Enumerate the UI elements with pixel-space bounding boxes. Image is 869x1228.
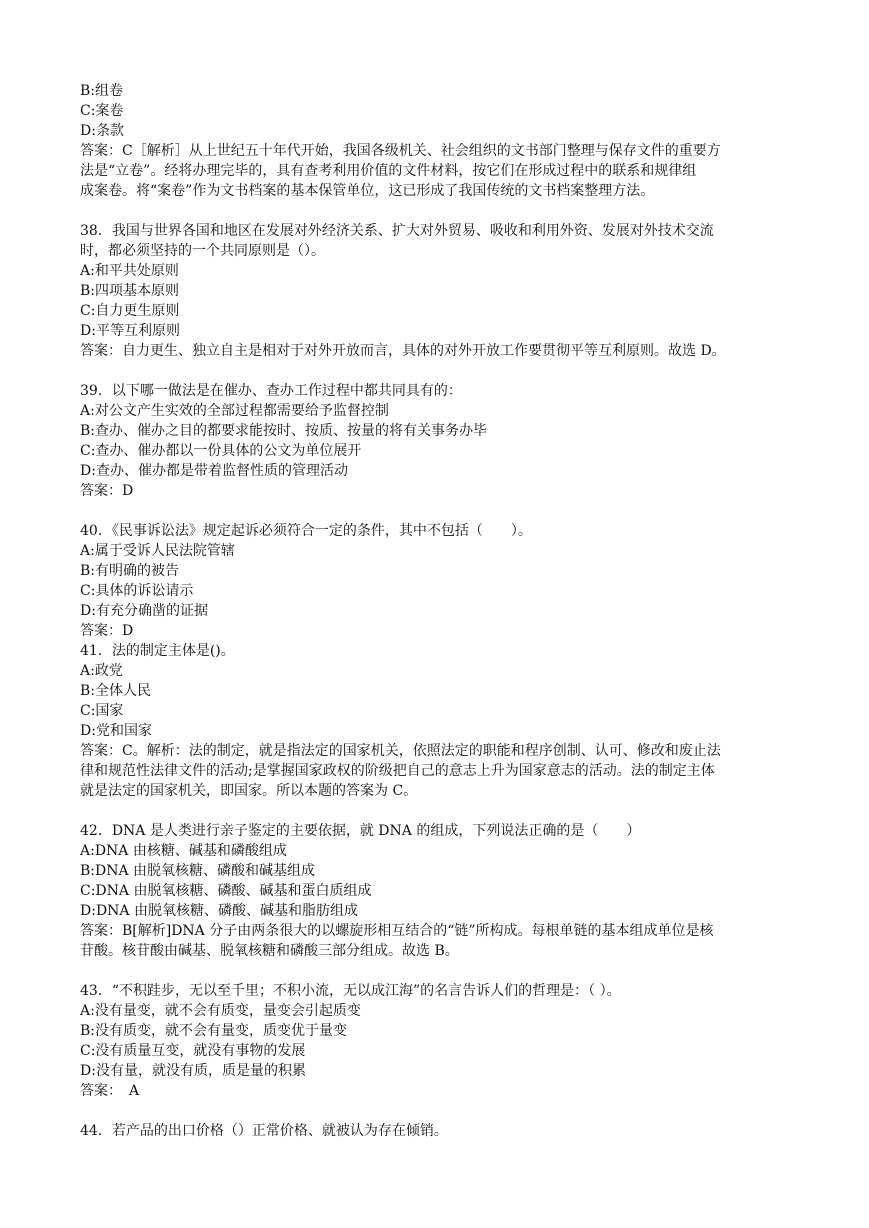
question-stem: 41．法的制定主体是()。	[80, 643, 235, 659]
option-a: A:属于受诉人民法院管辖	[80, 543, 235, 559]
option-c: C:国家	[80, 703, 124, 719]
option-b: B:组卷	[80, 83, 124, 99]
option-b: B:DNA 由脱氧核糖、磷酸和碱基组成	[80, 863, 316, 879]
option-a: A:DNA 由核糖、碱基和磷酸组成	[80, 843, 287, 859]
question-stem: 40．《民事诉讼法》规定起诉必须符合一定的条件，其中不包括（ ）。	[80, 523, 532, 539]
question-stem: 44．若产品的出口价格（）正常价格、就被认为存在倾销。	[80, 1123, 448, 1139]
answer-line: 答案：C。解析：法的制定，就是指法定的国家机关，依照法定的职能和程序创制、认可、修改和废止法	[80, 743, 721, 759]
option-b: B:有明确的被告	[80, 563, 180, 579]
question-37-tail	[80, 81, 792, 201]
option-b: B:查办、催办之目的都要求能按时、按质、按量的将有关事务办毕	[80, 423, 488, 439]
answer-line: 就是法定的国家机关，即国家。所以本题的答案为 C。	[80, 783, 418, 799]
answer-line: 律和规范性法律文件的活动;是掌握国家政权的阶级把自己的意志上升为国家意志的活动。法的制定主体	[80, 763, 715, 779]
document-page	[80, 81, 792, 1141]
option-c: C:没有质量互变，就没有事物的发展	[80, 1043, 306, 1059]
question-38	[80, 221, 792, 361]
question-41	[80, 641, 792, 801]
option-d: D:有充分确凿的证据	[80, 603, 208, 619]
question-42	[80, 821, 792, 961]
option-a: A:对公文产生实效的全部过程都需要给予监督控制	[80, 403, 389, 419]
answer-line: 答案：C［解析］从上世纪五十年代开始，我国各级机关、社会组织的文书部门整理与保存文件的重要方	[80, 143, 721, 159]
option-b: B:四项基本原则	[80, 283, 180, 299]
question-44	[80, 1121, 792, 1141]
option-a: A:和平共处原则	[80, 263, 179, 279]
answer-line: 答案：D	[80, 623, 134, 639]
answer-line: 答案：D	[80, 483, 134, 499]
option-b: B:没有质变，就不会有量变，质变优于量变	[80, 1023, 348, 1039]
option-a: A:没有量变，就不会有质变，量变会引起质变	[80, 1003, 361, 1019]
question-43	[80, 981, 792, 1101]
option-c: C:查办、催办都以一份具体的公文为单位展开	[80, 443, 362, 459]
option-d: D:DNA 由脱氧核糖、磷酸、碱基和脂肪组成	[80, 903, 358, 919]
option-c: C:DNA 由脱氧核糖、磷酸、碱基和蛋白质组成	[80, 883, 372, 899]
answer-line: 成案卷。将“案卷”作为文书档案的基本保管单位，这已形成了我国传统的文书档案整理方法。	[80, 183, 655, 199]
option-d: D:条款	[80, 123, 124, 139]
option-c: C:案卷	[80, 103, 124, 119]
option-c: C:自力更生原则	[80, 303, 180, 319]
question-39	[80, 381, 792, 501]
option-a: A:政党	[80, 663, 123, 679]
option-d: D:没有量，就没有质，质是量的积累	[80, 1063, 306, 1079]
question-stem: 39．以下哪一做法是在催办、查办工作过程中都共同具有的：	[80, 383, 462, 399]
question-stem: 38．我国与世界各国和地区在发展对外经济关系、扩大对外贸易、吸收和利用外资、发展对外技术交流	[80, 223, 714, 239]
question-stem: 42．DNA 是人类进行亲子鉴定的主要依据，就 DNA 的组成，下列说法正确的是（ ）	[80, 823, 641, 839]
answer-line: 苷酸。核苷酸由碱基、脱氧核糖和磷酸三部分组成。故选 B。	[80, 943, 459, 959]
question-stem: 43．“不积跬步，无以至千里；不积小流，无以成江海”的名言告诉人们的哲理是：（ ）。	[80, 983, 621, 999]
option-c: C:具体的诉讼请示	[80, 583, 194, 599]
question-stem: 时，都必须坚持的一个共同原则是（）。	[80, 243, 325, 259]
option-d: D:查办、催办都是带着监督性质的管理活动	[80, 463, 348, 479]
question-40	[80, 521, 792, 641]
option-d: D:平等互利原则	[80, 323, 180, 339]
answer-line: 法是“立卷”。经将办理完毕的，具有查考利用价值的文件材料，按它们在形成过程中的联系和规律组	[80, 163, 697, 179]
answer-line: 答案：自力更生、独立自主是相对于对外开放而言，具体的对外开放工作要贯彻平等互利原则。故选 D。	[80, 343, 726, 359]
answer-line: 答案：B[解析]DNA 分子由两条很大的以螺旋形相互结合的“链”所构成。每根单链的基本组成单位是核	[80, 923, 714, 939]
option-d: D:党和国家	[80, 723, 152, 739]
option-b: B:全体人民	[80, 683, 152, 699]
answer-line: 答案： A	[80, 1083, 140, 1099]
